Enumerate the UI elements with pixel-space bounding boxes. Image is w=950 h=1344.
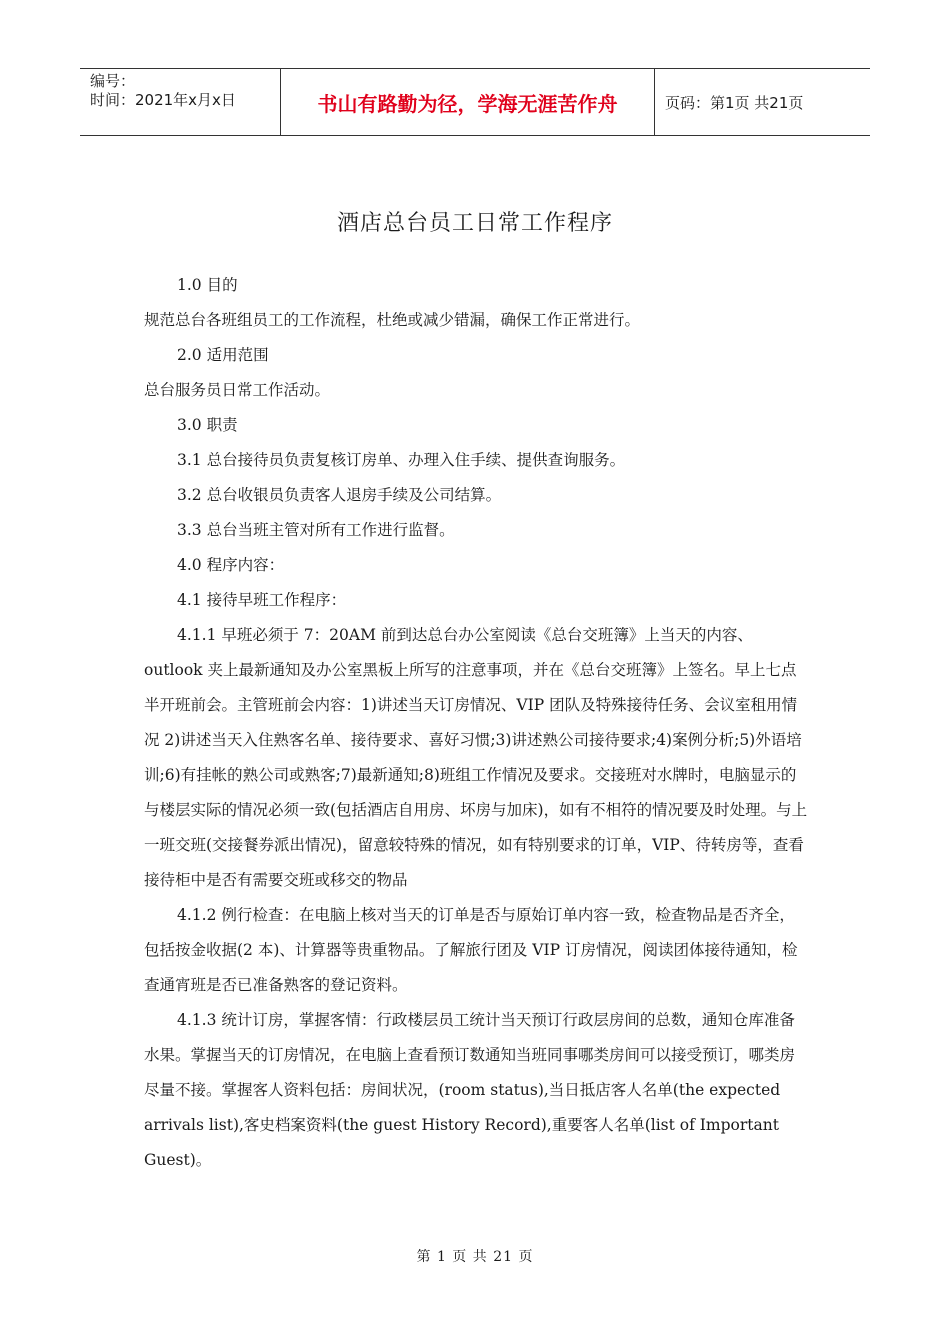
paragraph: 4.1.3 统计订房，掌握客情：行政楼层员工统计当天预订行政层房间的总数，通知仓库准备水果。掌握当天的订房情况，在电脑上查看预订数通知当班同事哪类房间可以接受预订，哪类房尽量不接。掌握客人资料包括：房间状况，(room status),当日抵店客人名单(the expected arrivals list),客史档案资料(the guest History Record),重要客人名单(list of Important Guest)。 xyxy=(144,1011,796,1169)
serial-number-label: 编号： xyxy=(90,72,136,90)
page-footer: 第 1 页 共 21 页 xyxy=(416,1249,534,1265)
section-heading: 4.0 程序内容： xyxy=(177,556,285,574)
paragraph: 3.1 总台接待员负责复核订房单、办理入住手续、提供查询服务。 xyxy=(177,451,626,469)
paragraph: 3.2 总台收银员负责客人退房手续及公司结算。 xyxy=(177,486,502,504)
document-title: 酒店总台员工日常工作程序 xyxy=(336,211,613,236)
section-heading: 2.0 适用范围 xyxy=(177,346,269,364)
paragraph: 4.1.2 例行检查：在电脑上核对当天的订单是否与原始订单内容一致，检查物品是否齐全，包括按金收据(2 本)、计算器等贵重物品。了解旅行团及 VIP 订房情况，阅读团体接待通知，检查通宵班是否已准备熟客的登记资料。 xyxy=(144,906,798,994)
header-table xyxy=(80,68,870,136)
section-heading: 3.0 职责 xyxy=(177,416,238,434)
document-body xyxy=(144,268,808,1178)
header-motto: 书山有路勤为径，学海无涯苦作舟 xyxy=(281,69,655,135)
header-meta-cell xyxy=(80,69,281,135)
paragraph: 4.1.1 早班必须于 7：20AM 前到达总台办公室阅读《总台交班簿》上当天的内容、outlook 夹上最新通知及办公室黑板上所写的注意事项，并在《总台交班簿》上签名。早上七点半开班前会。主管班前会内容：1)讲述当天订房情况、VIP 团队及特殊接待任务、会议室租用情况 2)讲述当天入住熟客名单、接待要求、喜好习惯;3)讲述熟公司接待要求;4)案例分析;5)外语培训;6)有挂帐的熟公司或熟客;7)最新通知;8)班组工作情况及要求。交接班对水牌时，电脑显示的与楼层实际的情况必须一致(包括酒店自用房、坏房与加床)，如有不相符的情况要及时处理。与上一班交班(交接餐券派出情况)，留意较特殊的情况，如有特别要求的订单，VIP、待转房等，查看接待柜中是否有需要交班或移交的物品 xyxy=(144,626,808,889)
section-heading: 4.1 接待早班工作程序： xyxy=(177,591,347,609)
date-label: 时间：2021年x月x日 xyxy=(90,91,236,109)
paragraph: 3.3 总台当班主管对所有工作进行监督。 xyxy=(177,521,455,539)
paragraph: 总台服务员日常工作活动。 xyxy=(144,381,331,399)
header-page-info: 页码：第1页 共21页 xyxy=(665,93,804,112)
section-heading: 1.0 目的 xyxy=(177,276,238,294)
paragraph: 规范总台各班组员工的工作流程，杜绝或减少错漏，确保工作正常进行。 xyxy=(144,311,641,329)
